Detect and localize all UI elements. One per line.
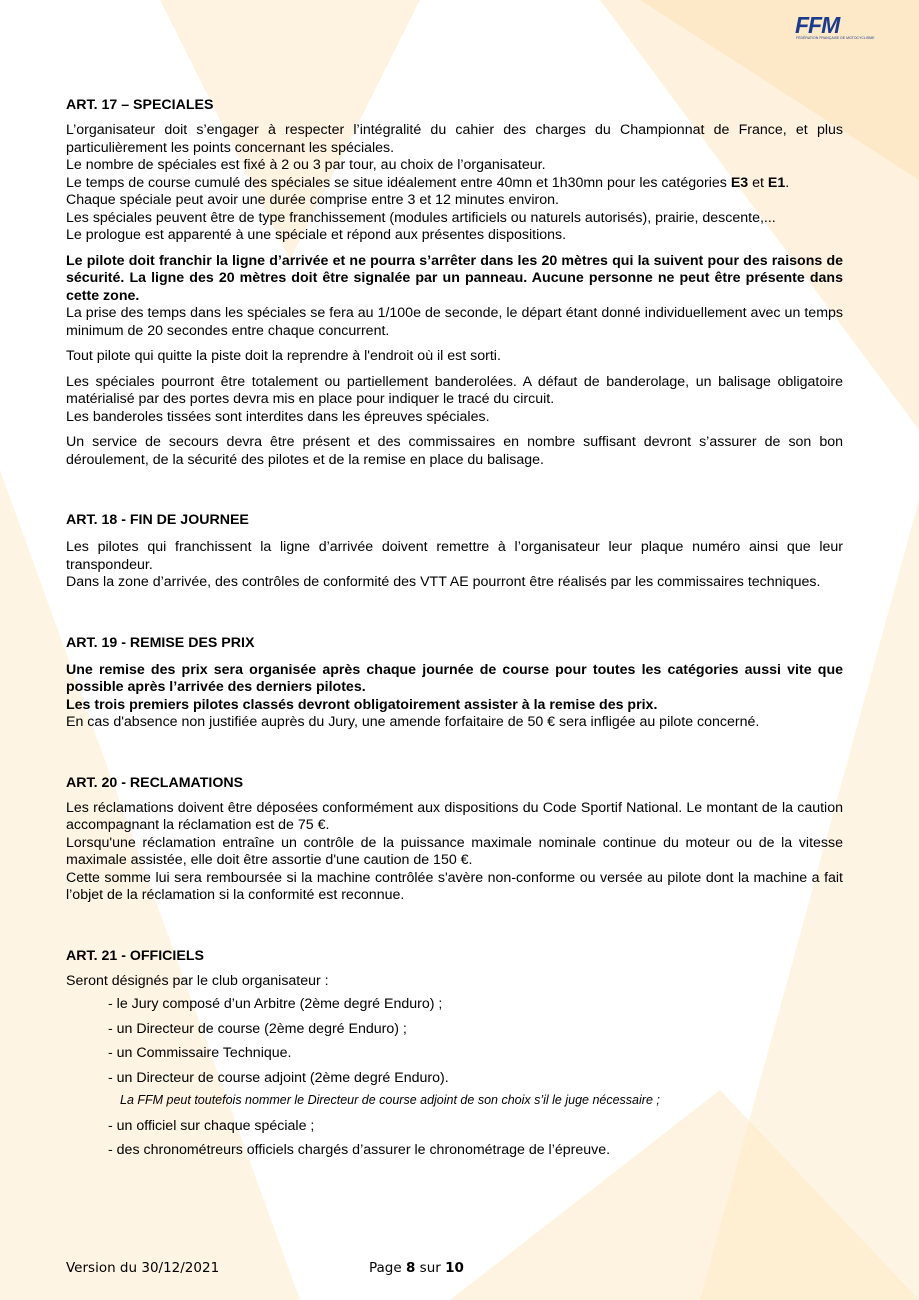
- ffm-note: La FFM peut toutefois nommer le Directeur de course adjoint de son choix s’il le juge nécessaire ;: [120, 1093, 660, 1107]
- art17-p9: Tout pilote qui quitte la piste doit la reprendre à l'endroit où il est sorti.: [66, 348, 501, 364]
- art20-p2: Lorsqu'une réclamation entraîne un contrôle de la puissance maximale nominale continue du moteur ou de la vitesse maximale assistée, elle doit être assortie d'une caution de 150 €.: [66, 834, 843, 868]
- art21-title: ART. 21 - OFFICIELS: [66, 947, 204, 964]
- art17-p8: La prise des temps dans les spéciales se fera au 1/100e de seconde, le départ étant donné individuellement avec un temps minimum de 20 secondes entre chaque concurrent.: [66, 305, 843, 339]
- list-item: - un Directeur de course adjoint (2ème degré Enduro).: [108, 1069, 449, 1086]
- art17-p3: Le temps de course cumulé des spéciales se situe idéalement entre 40mn et 1h30mn pour les catégories E3 et E1.: [66, 174, 790, 191]
- art17-p4: Chaque spéciale peut avoir une durée comprise entre 3 et 12 minutes environ.: [66, 192, 559, 208]
- art18-p1: Les pilotes qui franchissent la ligne d’arrivée doivent remettre à l’organisateur leur plaque numéro ainsi que leur transpondeur.: [66, 539, 843, 573]
- logo-text: FFM: [795, 12, 840, 38]
- list-item: - un Directeur de course (2ème degré Enduro) ;: [108, 1020, 407, 1037]
- art19-title: ART. 19 - REMISE DES PRIX: [66, 634, 255, 651]
- officials-list: [108, 996, 843, 1160]
- art21-intro: Seront désignés par le club organisateur :: [66, 972, 329, 989]
- art20-title: ART. 20 - RECLAMATIONS: [66, 774, 244, 791]
- art18-title: ART. 18 - FIN DE JOURNEE: [66, 512, 249, 528]
- version-label: Version du 30/12/2021: [66, 1260, 220, 1276]
- art20-p3: Cette somme lui sera remboursée si la machine contrôlée s'avère non-conforme ou versée au pilote dont la machine a fait l’objet de la réclamation si la conformité est reconnue.: [66, 869, 843, 903]
- list-item: - un officiel sur chaque spéciale ;: [108, 1117, 315, 1134]
- list-item: - le Jury composé d’un Arbitre (2ème degré Enduro) ;: [108, 996, 443, 1012]
- art17-p11: Les banderoles tissées sont interdites dans les épreuves spéciales.: [66, 408, 490, 425]
- art17-p5: Les spéciales peuvent être de type franchissement (modules artificiels ou naturels autorisés), prairie, descente,...: [66, 209, 776, 226]
- list-item: - des chronométreurs officiels chargés d’assurer le chronométrage de l’épreuve.: [108, 1142, 611, 1158]
- art19-p2: Les trois premiers pilotes classés devront obligatoirement assister à la remise des prix.: [66, 696, 658, 713]
- art19-p3: En cas d'absence non justifiée auprès du Jury, une amende forfaitaire de 50 € sera infligée au pilote concerné.: [66, 714, 760, 730]
- art20-p1: Les réclamations doivent être déposées conformément aux dispositions du Code Sportif National. Le montant de la caution accompagnant la réclamation est de 75 €.: [66, 799, 843, 833]
- art19-p1: Une remise des prix sera organisée après chaque journée de course pour toutes les catégories aussi vite que possible après l’arrivée des derniers pilotes.: [66, 661, 843, 695]
- art17-p10: Les spéciales pourront être totalement ou partiellement banderolées. A défaut de banderolage, un balisage obligatoire matérialisé par des portes devra mis en place pour indiquer le tracé du circuit.: [66, 373, 843, 407]
- category-e1: E1: [767, 174, 786, 191]
- page-number: Page 8 sur 10: [369, 1260, 464, 1276]
- document-body: [66, 96, 843, 1167]
- art17-p6: Le prologue est apparenté à une spéciale et répond aux présentes dispositions.: [66, 227, 567, 243]
- art17-p12: Un service de secours devra être présent et des commissaires en nombre suffisant devront s’assurer de son bon déroulement, de la sécurité des pilotes et de la remise en place du balisage.: [66, 434, 843, 468]
- list-item: - un Commissaire Technique.: [108, 1045, 292, 1061]
- art17-p1: L’organisateur doit s’engager à respecter l’intégralité du cahier des charges du Championnat de France, et plus particulièrement les points concernant les spéciales.: [66, 122, 843, 156]
- category-e3: E3: [730, 174, 749, 191]
- art18-p2: Dans la zone d’arrivée, des contrôles de conformité des VTT AE pourront être réalisés par les commissaires techniques.: [66, 574, 821, 590]
- art17-p2: Le nombre de spéciales est fixé à 2 ou 3 par tour, au choix de l’organisateur.: [66, 157, 546, 173]
- ffm-logo: [795, 12, 875, 44]
- art17-p7: Le pilote doit franchir la ligne d’arrivée et ne pourra s’arrêter dans les 20 mètres qui la suivent pour des raisons de sécurité. La ligne des 20 mètres doit être signalée par un panneau. Aucune personne ne peut être présente dans cette zone.: [66, 252, 843, 304]
- logo-subtitle: FÉDÉRATION FRANÇAISE DE MOTOCYCLISME: [796, 36, 875, 40]
- art17-title: ART. 17 – SPECIALES: [66, 97, 214, 113]
